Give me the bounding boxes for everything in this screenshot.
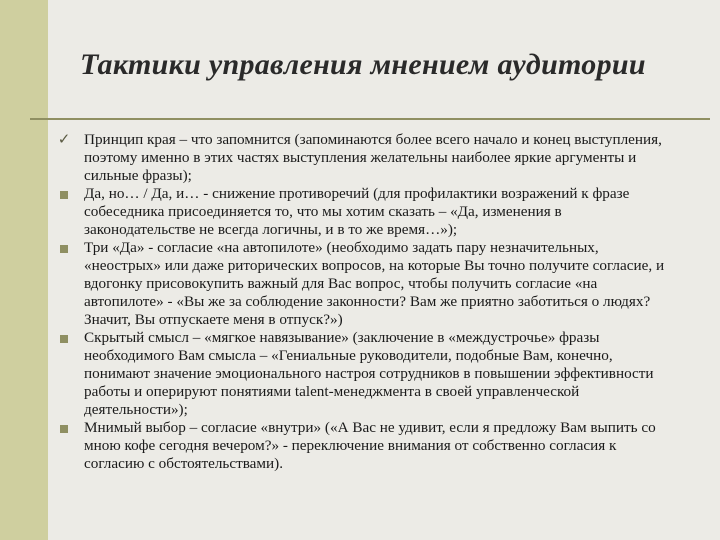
list-item-text: Да, но… / Да, и… - снижение противоречий (для профилактики возражений к фразе собеседника присоединяется то, что мы хотим сказать – «Да, изменения в законодательстве не всегда логичны, и в то же время…»); xyxy=(84,185,630,238)
list-item xyxy=(55,329,665,419)
square-bullet-icon xyxy=(55,329,73,347)
square-bullet-icon xyxy=(55,185,73,203)
title-divider xyxy=(30,118,710,120)
left-accent-bar xyxy=(0,0,48,540)
list-item xyxy=(55,419,665,473)
list-item-text: Три «Да» - согласие «на автопилоте» (необходимо задать пару незначительных, «неострых» или даже риторических вопросов, на которые Вы точно получите согласие, и вдогонку присовокупить важный для Вас вопрос, чтобы получить согласие «на автопилоте» - «Вы же за соблюдение законности? Вам же приятно заботиться о людях? Значит, Вы отпускаете меня в отпуск?») xyxy=(84,239,665,328)
list-item-text: Мнимый выбор – согласие «внутри» («А Вас не удивит, если я предложу Вам выпить со мною кофе сегодня вечером?» - переключение внимания от собственно согласия к согласию с обстоятельствами). xyxy=(84,419,656,472)
list-item-text: Принцип края – что запомнится (запоминаются более всего начало и конец выступления, поэтому именно в этих частях выступления желательны наиболее яркие аргументы и сильные фразы); xyxy=(84,131,662,184)
square-bullet-icon xyxy=(55,419,73,437)
list-item xyxy=(55,185,665,239)
square-bullet-icon xyxy=(55,239,73,257)
checkmark-icon: ✓ xyxy=(57,132,71,148)
list-item xyxy=(55,131,665,185)
bullet-list xyxy=(55,131,665,473)
list-item xyxy=(55,239,665,329)
list-item-text: Скрытый смысл – «мягкое навязывание» (заключение в «междустрочье» фразы необходимого Вам смысла – «Гениальные руководители, подобные Вам, конечно, понимают значение эмоционального настроя сотрудников в повышении эффективности работы и оперируют понятиями talent-менеджмента в своей управленческой деятельности»); xyxy=(84,329,654,418)
slide-title: Тактики управления мнением аудитории xyxy=(80,48,646,81)
